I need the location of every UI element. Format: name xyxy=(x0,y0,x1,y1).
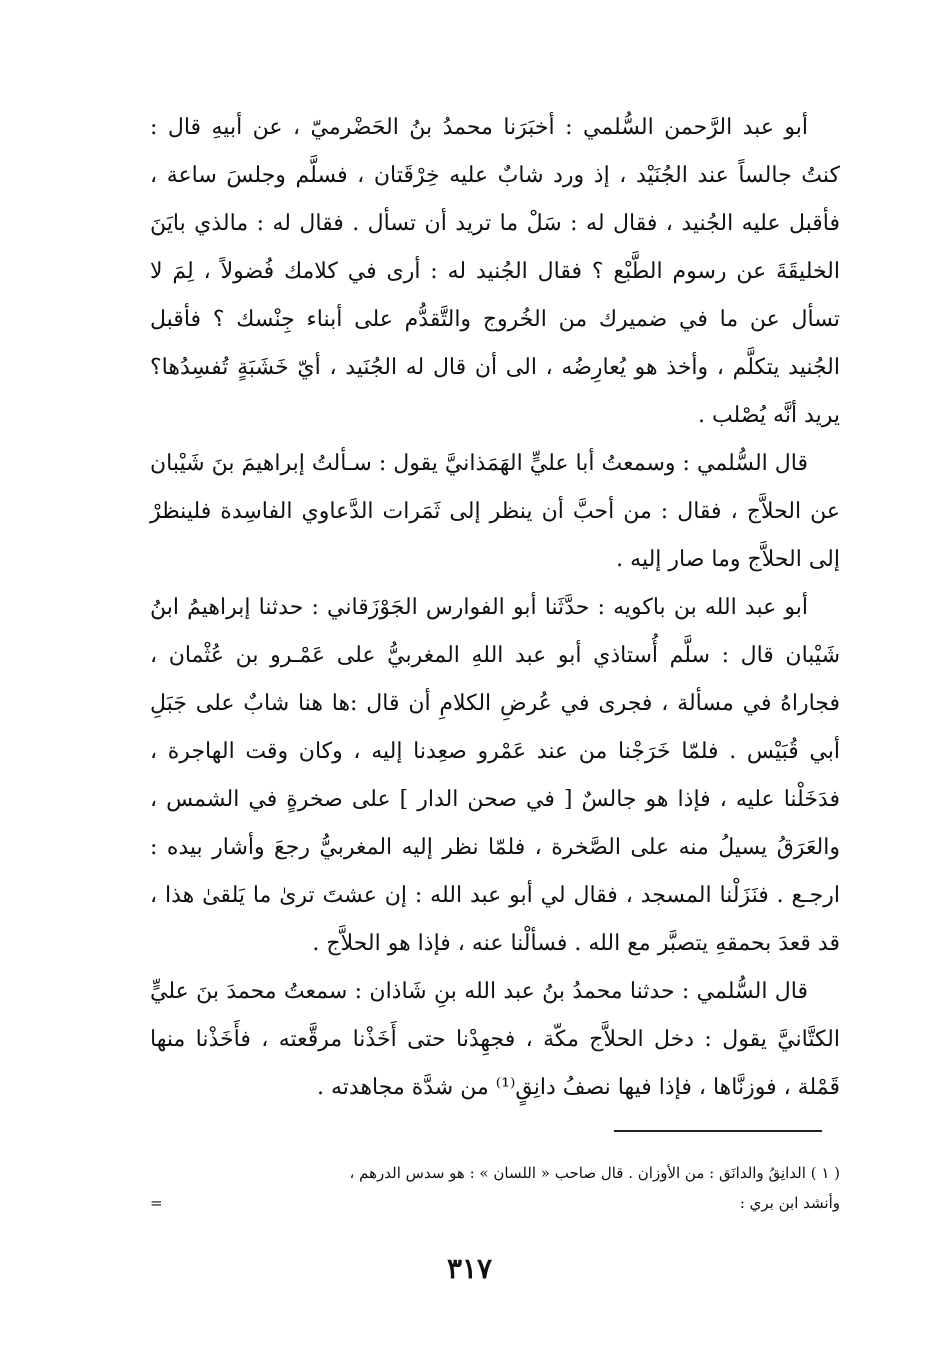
footnote-separator xyxy=(614,1130,822,1132)
paragraph-1: أبو عبد الرَّحمن السُّلمي : أخبَرَنا محمدُ بنُ الحَضْرميّ ، عن أبيهِ قال : كنتُ جالساً عند الجُنَيْد ، إذ ورد شابٌ عليه خِرْقَتان ، فسلَّم وجلسَ ساعة ، فأقبل عليه الجُنيد ، فقال له : سَلْ ما تريد أن تسأل . فقال له : مالذي بايَنَ الخليقَةَ عن رسوم الطَّبْع ؟ فقال الجُنيد له : أرى في كلامك فُضولاً ، لِمَ لا تسأل عن ما في ضميرك من الخُروج والتَّقدُّم على أبناء جِنْسك ؟ فأقبل الجُنيد يتكلَّم ، وأخذ هو يُعارِضُه ، الى أن قال له الجُنَيد ، أيّ خَشَبَةٍ تُفسِدُها؟ يريد أنَّه يُصْلب . xyxy=(150,115,840,428)
paragraph-2: قال السُّلمي : وسمعتُ أبا عليٍّ الهَمَذانيَّ يقول : سـألتُ إبراهيمَ بنَ شَيْبان عن الحلاَّج ، فقال : من أحبَّ أن ينظر إلى ثَمَرات الدَّعاوي الفاسِدة فلينظرْ إلى الحلاَّج وما صار إليه . xyxy=(150,451,840,572)
footnote-line-2: وأنشد ابن بري : xyxy=(739,1194,840,1212)
page-number: ٣١٧ xyxy=(446,1252,493,1285)
footnote-line-1: ( ١ ) الدانِقُ والدانَق : من الأوزان . قال صاحب « اللسان » : هو سدس الدرهم ، xyxy=(349,1164,840,1182)
paragraph-3: أبو عبد الله بن باكويه : حدَّثَنا أبو الفوارس الجَوْزَقاني : حدثنا إبراهيمُ ابنُ شَيْبان قال : سلَّم أُستاذي أبو عبد اللهِ المغربيُّ على عَمْـرو بن عُثْمان ، فجاراهُ في مسألة ، فجرى في عُرضِ الكلامِ أن قال :ها هنا شابٌ على جَبَلِ أبي قُبَيْس . فلمّا خَرَجْنا من عند عَمْرو صعِدنا إليه ، وكان وقت الهاجرة ، فدَخَلْنا عليه ، فإذا هو جالسٌ [ في صحن الدار ] على صخرةٍ في الشمس ، والعَرَقُ يسيلُ منه على الصَّخرة ، فلمّا نظر إليه المغربيُّ رجعَ وأشار بيده : ارجـع . فنَزَلْنا المسجد ، فقال لي أبو عبد الله : إن عشتَ ترىٰ ما يَلقىٰ هذا ، قد قعدَ بحمقهِ يتصبَّر مع الله . فسألْنا عنه ، فإذا هو الحلاَّج . xyxy=(150,595,840,956)
footnote-continuation-mark: = xyxy=(150,1194,163,1212)
footnote xyxy=(150,1158,840,1218)
paragraph-4: قال السُّلمي : حدثنا محمدُ بنُ عبد الله بنِ شَاذان : سمعتُ محمدَ بنَ عليٍّ الكتَّانيَّ يقول : دخل الحلاَّج مكّة ، فجهِدْنا حتى أَخَذْنا مرقَّعته ، فأَخَذْنا منها قَمْلة ، فوزنَّاها ، فإذا فيها نصفُ دانِقٍ⁽¹⁾ من شدَّة مجاهدته . xyxy=(150,979,840,1100)
main-text xyxy=(150,104,840,1112)
